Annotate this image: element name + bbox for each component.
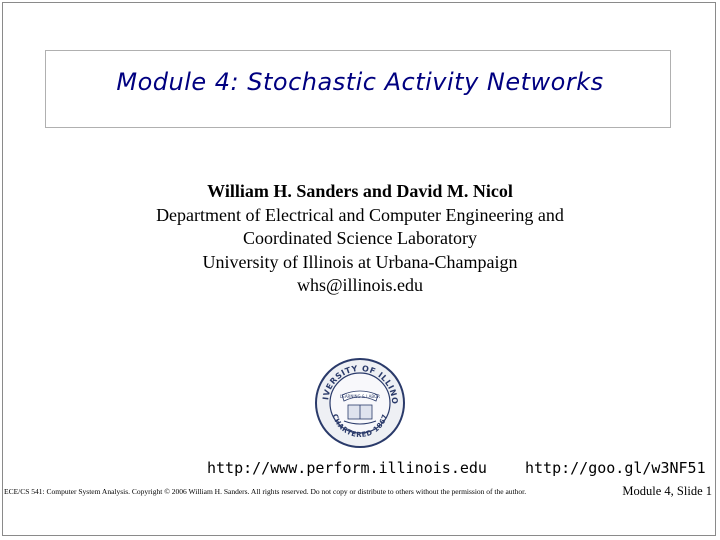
author-block bbox=[0, 180, 720, 298]
slide-title: Module 4: Stochastic Activity Networks bbox=[116, 68, 604, 96]
university-seal-icon bbox=[314, 357, 406, 449]
author-names: William H. Sanders and David M. Nicol bbox=[207, 181, 513, 201]
url-perform[interactable]: http://www.perform.illinois.edu bbox=[207, 459, 487, 477]
author-email: whs@illinois.edu bbox=[296, 275, 424, 295]
seal-banner-text: LEARNING & LABOR bbox=[340, 394, 380, 399]
affiliation-line-3: University of Illinois at Urbana-Champaign bbox=[202, 251, 518, 272]
seal-text-bottom: CHARTERED 1867 bbox=[330, 413, 390, 440]
slide-number: Module 4, Slide 1 bbox=[622, 484, 712, 498]
url-short[interactable]: http://goo.gl/w3NF51 bbox=[525, 459, 706, 477]
affiliation-line-1: Department of Electrical and Computer Engineering and bbox=[156, 204, 564, 225]
copyright-footer: ECE/CS 541: Computer System Analysis. Copyright © 2006 William H. Sanders. All rights reserved. Do not copy or distribute to others without the permission of the author. bbox=[4, 487, 527, 496]
seal-text-top: IVERSITY OF ILLINO bbox=[321, 363, 400, 405]
affiliation-line-2: Coordinated Science Laboratory bbox=[243, 228, 477, 248]
